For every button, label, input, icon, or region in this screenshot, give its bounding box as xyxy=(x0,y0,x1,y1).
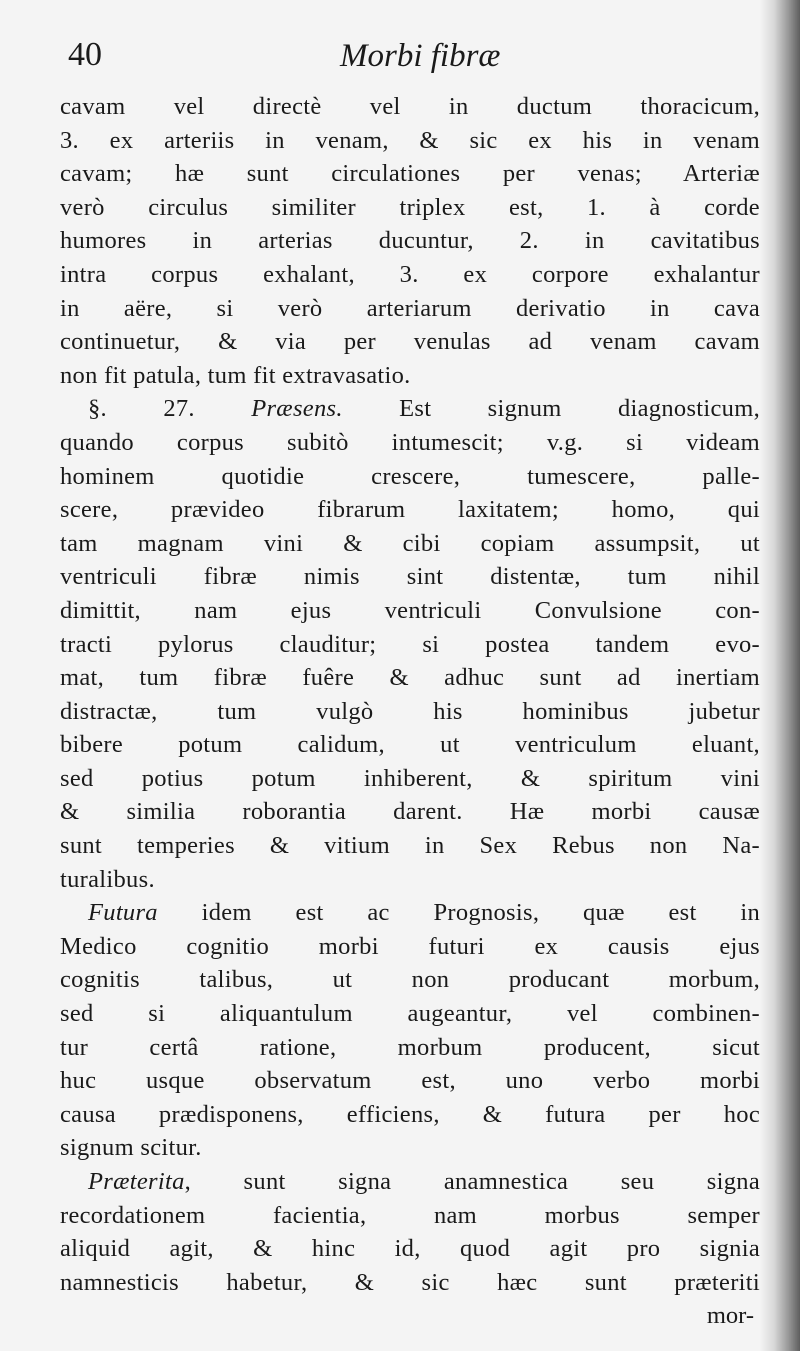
text-line: distractæ, tum vulgò his hominibus jubetur xyxy=(60,697,760,725)
page-header xyxy=(68,30,758,88)
text-line: tam magnam vini & cibi copiam assumpsit, ut xyxy=(60,529,760,557)
page-number: 40 xyxy=(68,36,102,73)
text-line: Medico cognitio morbi futuri ex causis ejus xyxy=(60,932,760,960)
page-binding-shadow xyxy=(760,0,800,1351)
text-line: tur certâ ratione, morbum producent, sicut xyxy=(60,1033,760,1061)
text-line: cavam; hæ sunt circulationes per venas; Arteriæ xyxy=(60,160,760,188)
text-line: namnesticis habetur, & sic hæc sunt præteriti xyxy=(60,1268,760,1296)
text-line: sed si aliquantulum augeantur, vel combinen- xyxy=(60,1000,760,1028)
text-line: intra corpus exhalant, 3. ex corpore exhalantur xyxy=(60,260,760,288)
text-line: in aëre, si verò arteriarum derivatio in cava xyxy=(60,294,760,322)
text-line: cognitis talibus, ut non producant morbum, xyxy=(60,966,760,994)
text-line: bibere potum calidum, ut ventriculum eluant, xyxy=(60,731,760,759)
text-line: sed potius potum inhiberent, & spiritum vini xyxy=(60,764,760,792)
section-heading-line: Futura idem est ac Prognosis, quæ est in xyxy=(88,899,760,927)
text-line: verò circulus similiter triplex est, 1. à corde xyxy=(60,193,760,221)
running-title: Morbi fibræ xyxy=(340,38,501,74)
text-line: scere, prævideo fibrarum laxitatem; homo, qui xyxy=(60,496,760,524)
text-line: huc usque observatum est, uno verbo morbi xyxy=(60,1067,760,1095)
text-line: hominem quotidie crescere, tumescere, palle- xyxy=(60,462,760,490)
text-line: sunt temperies & vitium in Sex Rebus non Na- xyxy=(60,832,760,860)
catchword: mor- xyxy=(706,1302,754,1330)
section-term-praeterita: Præterita xyxy=(88,1168,185,1195)
text-line: humores in arterias ducuntur, 2. in cavitatibus xyxy=(60,227,760,255)
text-line: quando corpus subitò intumescit; v.g. si videam xyxy=(60,428,760,456)
text-line: ventriculi fibræ nimis sint distentæ, tum nihil xyxy=(60,563,760,591)
section-term-futura: Futura xyxy=(88,899,158,927)
section-term-praesens: Præsens. xyxy=(251,395,343,423)
text-line: continuetur, & via per venulas ad venam cavam xyxy=(60,328,760,356)
paragraph-end-line: signum scitur. xyxy=(60,1134,202,1162)
paragraph-end-line: non fit patula, tum fit extravasatio. xyxy=(60,361,411,389)
text-line: causa prædisponens, efficiens, & futura per hoc xyxy=(60,1100,760,1128)
text-line: aliquid agit, & hinc id, quod agit pro signia xyxy=(60,1235,760,1263)
text-line: tracti pylorus clauditur; si postea tandem evo- xyxy=(60,630,760,658)
text-line: 3. ex arteriis in venam, & sic ex his in venam xyxy=(60,126,760,154)
paragraph-end-line: turalibus. xyxy=(60,865,155,893)
text-line: & similia roborantia darent. Hæ morbi causæ xyxy=(60,798,760,826)
text-line: recordationem facientia, nam morbus semper xyxy=(60,1201,760,1229)
text-line: mat, tum fibræ fuêre & adhuc sunt ad inertiam xyxy=(60,664,760,692)
body-text xyxy=(60,90,760,1333)
text-line: dimittit, nam ejus ventriculi Convulsione con- xyxy=(60,596,760,624)
section-heading-line: Præterita, sunt signa anamnestica seu signa xyxy=(88,1168,760,1195)
section-heading-line: §. 27. Præsens. Est signum diagnosticum, xyxy=(88,395,760,423)
text-line: cavam vel directè vel in ductum thoracicum, xyxy=(60,93,760,120)
